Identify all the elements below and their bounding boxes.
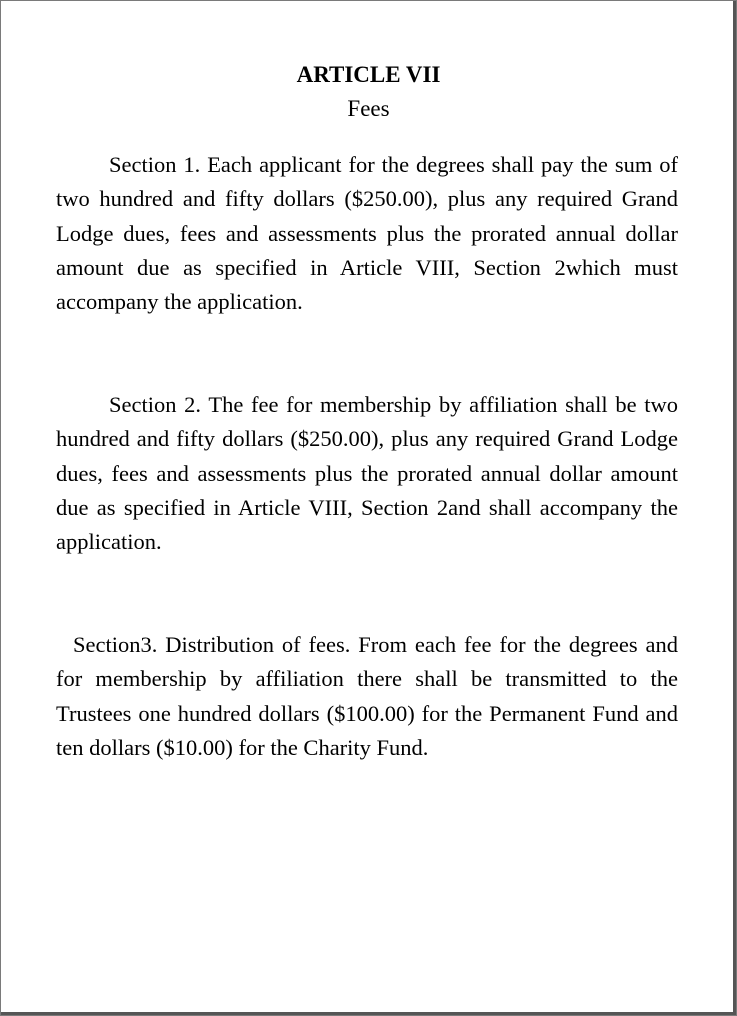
section-2-paragraph: Section 2. The fee for membership by affiliation shall be two hundred and fifty dollars ($250.00), plus any required Grand Lodge dues, fees and assessments plus the prorated annual dollar amount due as specified in Article VIII, Section 2and shall accompany the application. [56, 392, 678, 555]
section-3-paragraph: Section3. Distribution of fees. From each fee for the degrees and for membership by affiliation there shall be transmitted to the Trustees one hundred dollars ($100.00) for the Permanent Fund and ten dollars ($10.00) for the Charity Fund. [56, 632, 678, 760]
section-1-paragraph: Section 1. Each applicant for the degrees shall pay the sum of two hundred and fifty dollars ($250.00), plus any required Grand Lodge dues, fees and assessments plus the prorated annual dollar amount due as specified in Article VIII, Section 2which must accompany the application. [56, 152, 678, 315]
article-title: ARTICLE VII [296, 62, 441, 87]
article-subtitle: Fees [347, 96, 390, 121]
